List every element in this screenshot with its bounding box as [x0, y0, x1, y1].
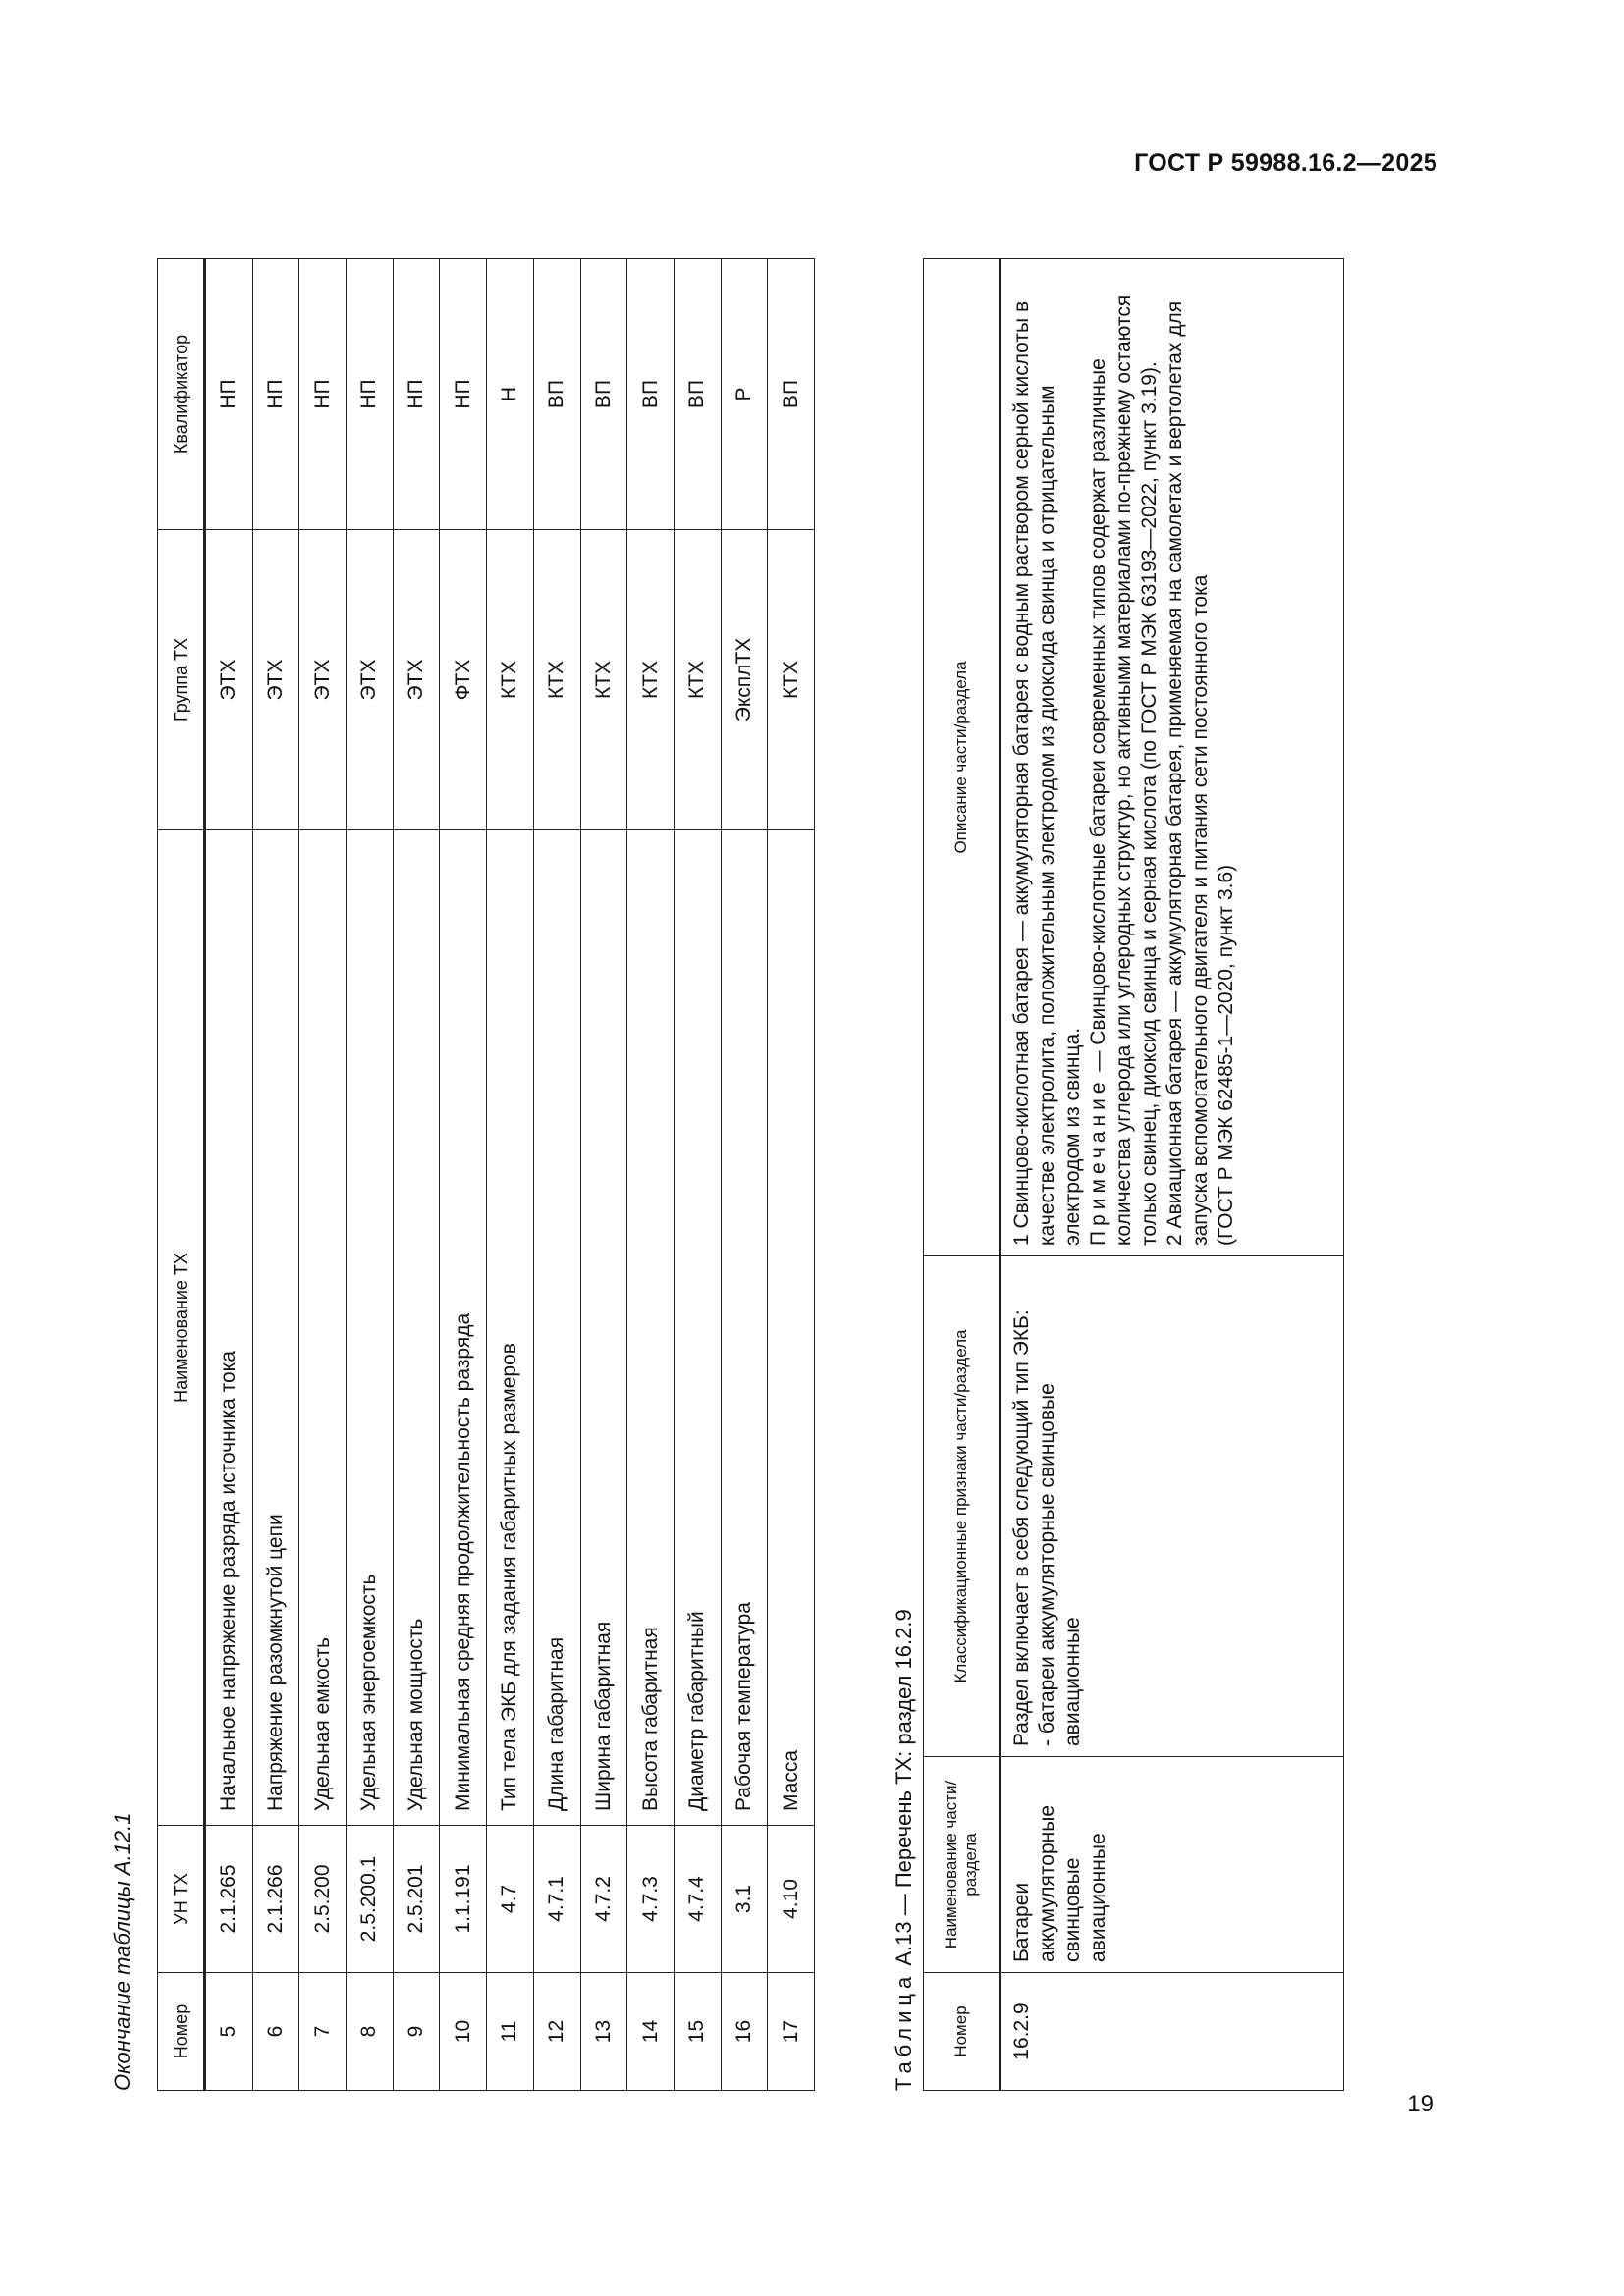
table1-cell: ЭТХ [205, 530, 253, 830]
table1-cell: 4.10 [768, 1826, 815, 1973]
table1-row [347, 259, 394, 2091]
table1-cell: Удельная емкость [299, 830, 347, 1826]
table2-cell-features: Раздел включает в себя следующий тип ЭКБ: - батареи аккумуляторные свинцовые авиационные [1001, 1256, 1344, 1757]
table1-cell: ВП [627, 259, 675, 530]
table1-row [768, 259, 815, 2091]
table1-cell: Тип тела ЭКБ для задания габаритных размеров [487, 830, 534, 1826]
table1-cell: НП [299, 259, 347, 530]
table1-cell: 1.1.191 [440, 1826, 487, 1973]
table1-header-cell: Наименование ТХ [158, 830, 205, 1826]
table1-row [299, 259, 347, 2091]
table1-cell: ЭТХ [299, 530, 347, 830]
table1-cell: НП [440, 259, 487, 530]
table1-row [205, 259, 253, 2091]
table1-cell: 2.1.265 [205, 1826, 253, 1973]
table1-cell: Напряжение разомкнутой цепи [252, 830, 299, 1826]
table1-cell: ЭксплТХ [721, 530, 768, 830]
table2-header-cell: Номер [924, 1973, 1001, 2091]
table2-row [1001, 259, 1344, 2091]
table1-cell: 14 [627, 1973, 675, 2091]
description-note [1086, 269, 1163, 1246]
table1-cell: КТХ [487, 530, 534, 830]
table1-row [252, 259, 299, 2091]
table1-header-row [158, 259, 205, 2091]
table1-cell: Длина габаритная [533, 830, 580, 1826]
description-item-2: 2 Авиационная батарея — аккумуляторная батарея, применяемая на самолетах и вертолетах для запуска вспомогательного двигателя и питания сети постоянного тока [1164, 300, 1212, 1246]
table1-cell: 10 [440, 1973, 487, 2091]
table1-cell: Диаметр габаритный [674, 830, 721, 1826]
table1-cell: 9 [393, 1973, 440, 2091]
table1-header-cell: УН ТХ [158, 1826, 205, 1973]
table1-cell: Ширина габаритная [580, 830, 627, 1826]
table1-cell: 6 [252, 1973, 299, 2091]
table2-caption-rest: А.13 — Перечень ТХ: раздел 16.2.9 [892, 1609, 916, 1972]
table1-cell: 11 [487, 1973, 534, 2091]
table1-row [627, 259, 675, 2091]
table1-row [674, 259, 721, 2091]
table1-cell: Н [487, 259, 534, 530]
table1-cell: ЭТХ [252, 530, 299, 830]
table1-cell: 4.7 [487, 1826, 534, 1973]
table1-cell: 3.1 [721, 1826, 768, 1973]
table2-caption-prefix: Таблица [892, 1971, 916, 2091]
table1-cell: 4.7.4 [674, 1826, 721, 1973]
table1-cell: 15 [674, 1973, 721, 2091]
table2-cell-description [1001, 259, 1344, 1256]
table1-cell: 7 [299, 1973, 347, 2091]
table1-header-cell: Номер [158, 1973, 205, 2091]
table1-cell: 4.7.3 [627, 1826, 675, 1973]
document-code: ГОСТ Р 59988.16.2—2025 [1134, 149, 1437, 177]
table1-cell: 17 [768, 1973, 815, 2091]
table1-caption: Окончание таблицы А.12.1 [110, 1812, 135, 2091]
table2-caption [892, 1609, 917, 2091]
table1-cell: 5 [205, 1973, 253, 2091]
table1-cell: КТХ [627, 530, 675, 830]
table1-cell: 2.1.266 [252, 1826, 299, 1973]
table1-cell: Удельная мощность [393, 830, 440, 1826]
description-reference: (ГОСТ Р МЭК 62485-1—2020, пункт 3.6) [1215, 864, 1237, 1246]
table1-cell: ВП [768, 259, 815, 530]
table1-cell: Р [721, 259, 768, 530]
table2-header-cell: Наименование части/раздела [924, 1757, 1001, 1973]
table2-cell-name: Батареи аккумуляторные свинцовые авиационные [1001, 1757, 1344, 1973]
table1-cell: Минимальная средняя продолжительность разряда [440, 830, 487, 1826]
note-label: Примечание [1087, 1077, 1110, 1246]
table1-cell: НП [393, 259, 440, 530]
table1-cell: 2.5.200.1 [347, 1826, 394, 1973]
table1-cell: 13 [580, 1973, 627, 2091]
table1-cell: ЭТХ [347, 530, 394, 830]
note-text: — Свинцово-кислотные батареи современных типов содержат различные количества углерода или углеродных структур, но активными материалами по-прежнему остаются только свинец, диоксид свинца и серная кислота (по ГОСТ Р МЭК 63193—2022, пункт 3.19). [1087, 294, 1161, 1246]
table1-cell: 4.7.1 [533, 1826, 580, 1973]
table1-cell: ЭТХ [393, 530, 440, 830]
table1-cell: 2.5.200 [299, 1826, 347, 1973]
table1-cell: Начальное напряжение разряда источника тока [205, 830, 253, 1826]
table1-cell: КТХ [674, 530, 721, 830]
table1-cell: Высота габаритная [627, 830, 675, 1826]
table1-cell: КТХ [768, 530, 815, 830]
table1-cell: НП [347, 259, 394, 530]
table2-header-row [924, 259, 1001, 2091]
table1-cell: НП [252, 259, 299, 530]
rotated-content [98, 226, 1375, 2091]
table1-cell: Масса [768, 830, 815, 1826]
table1-cell: ВП [580, 259, 627, 530]
table1-cell: КТХ [533, 530, 580, 830]
table1-row [440, 259, 487, 2091]
description-item-1: 1 Свинцово-кислотная батарея — аккумуляторная батарея с водным раствором серной кислоты в качестве электролита, положительным электродом из диоксида свинца и отрицательным электродом из свинца. [1010, 300, 1084, 1246]
table1-row [580, 259, 627, 2091]
table1-header-cell: Группа ТХ [158, 530, 205, 830]
table1-cell: 16 [721, 1973, 768, 2091]
table1-cell: Рабочая температура [721, 830, 768, 1826]
table1-cell: НП [205, 259, 253, 530]
table1-cell: ВП [533, 259, 580, 530]
table1-row [533, 259, 580, 2091]
table1-header-cell: Квалификатор [158, 259, 205, 530]
table1 [157, 258, 815, 2091]
table1-cell: ФТХ [440, 530, 487, 830]
table2-cell-number: 16.2.9 [1001, 1973, 1344, 2091]
table1-row [721, 259, 768, 2091]
table2-header-cell: Описание части/раздела [924, 259, 1001, 1256]
table1-cell: 12 [533, 1973, 580, 2091]
table1-row [487, 259, 534, 2091]
table1-cell: Удельная энергоемкость [347, 830, 394, 1826]
table2-header-cell: Классификационные признаки части/раздела [924, 1256, 1001, 1757]
table1-cell: 2.5.201 [393, 1826, 440, 1973]
table2 [923, 258, 1344, 2091]
table1-row [393, 259, 440, 2091]
table1-cell: 4.7.2 [580, 1826, 627, 1973]
table1-cell: КТХ [580, 530, 627, 830]
page-number: 19 [1407, 2091, 1434, 2117]
table1-cell: 8 [347, 1973, 394, 2091]
table1-cell: ВП [674, 259, 721, 530]
